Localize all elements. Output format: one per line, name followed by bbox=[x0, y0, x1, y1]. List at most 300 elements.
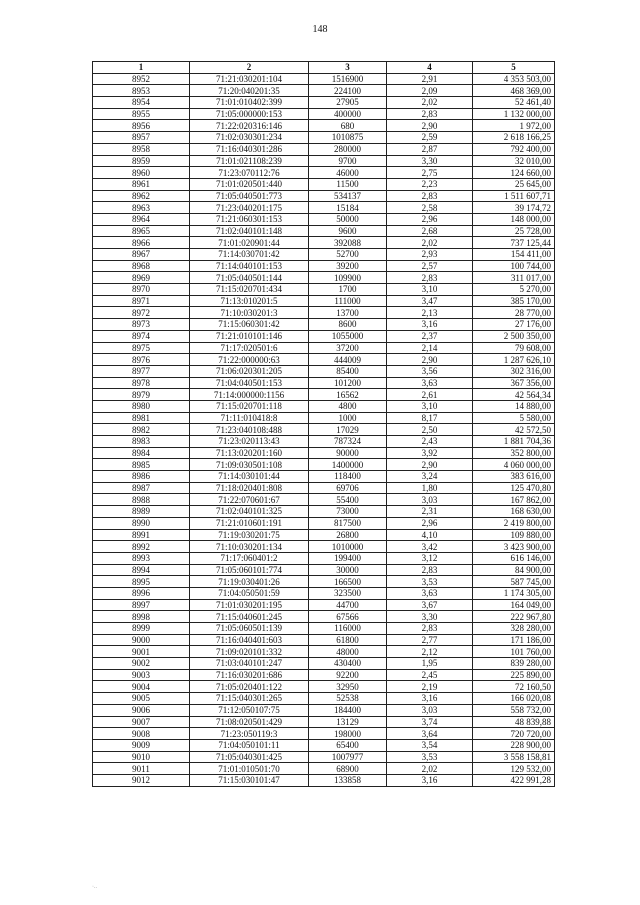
area-value-cell: 8600 bbox=[309, 319, 387, 331]
area-value-cell: 46000 bbox=[309, 167, 387, 179]
rate-value-cell: 2,90 bbox=[387, 459, 473, 471]
area-value-cell: 109900 bbox=[309, 272, 387, 284]
table-row bbox=[93, 517, 555, 529]
cadastral-number-cell: 71:01:030201:195 bbox=[190, 599, 309, 611]
cadastral-number-cell: 71:13:020201:160 bbox=[190, 447, 309, 459]
cost-value-cell: 1 881 704,36 bbox=[473, 436, 555, 448]
cost-value-cell: 1 972,00 bbox=[473, 120, 555, 132]
table-row bbox=[93, 623, 555, 635]
cost-value-cell: 3 423 900,00 bbox=[473, 541, 555, 553]
area-value-cell: 67566 bbox=[309, 611, 387, 623]
row-number-cell: 8965 bbox=[93, 225, 190, 237]
table-row bbox=[93, 447, 555, 459]
cost-value-cell: 168 630,00 bbox=[473, 506, 555, 518]
rate-value-cell: 2,77 bbox=[387, 634, 473, 646]
cost-value-cell: 166 020,08 bbox=[473, 693, 555, 705]
row-number-cell: 8990 bbox=[93, 517, 190, 529]
rate-value-cell: 2,75 bbox=[387, 167, 473, 179]
table-body bbox=[93, 73, 555, 786]
cost-value-cell: 84 900,00 bbox=[473, 564, 555, 576]
row-number-cell: 8968 bbox=[93, 260, 190, 272]
row-number-cell: 8956 bbox=[93, 120, 190, 132]
table-row bbox=[93, 319, 555, 331]
cadastral-number-cell: 71:23:040201:175 bbox=[190, 202, 309, 214]
table-row bbox=[93, 716, 555, 728]
cadastral-number-cell: 71:15:020701:118 bbox=[190, 400, 309, 412]
table-row bbox=[93, 155, 555, 167]
cadastral-number-cell: 71:16:040301:286 bbox=[190, 143, 309, 155]
table-row bbox=[93, 576, 555, 588]
cadastral-number-cell: 71:04:050101:11 bbox=[190, 739, 309, 751]
row-number-cell: 8976 bbox=[93, 354, 190, 366]
table-row bbox=[93, 190, 555, 202]
table-row bbox=[93, 494, 555, 506]
rate-value-cell: 2,58 bbox=[387, 202, 473, 214]
area-value-cell: 65400 bbox=[309, 739, 387, 751]
rate-value-cell: 3,92 bbox=[387, 447, 473, 459]
rate-value-cell: 3,16 bbox=[387, 774, 473, 786]
cost-value-cell: 311 017,00 bbox=[473, 272, 555, 284]
cadastral-number-cell: 71:19:030401:26 bbox=[190, 576, 309, 588]
row-number-cell: 8997 bbox=[93, 599, 190, 611]
table-row bbox=[93, 541, 555, 553]
cost-value-cell: 52 461,40 bbox=[473, 97, 555, 109]
area-value-cell: 32950 bbox=[309, 681, 387, 693]
area-value-cell: 17029 bbox=[309, 424, 387, 436]
rate-value-cell: 3,63 bbox=[387, 377, 473, 389]
area-value-cell: 224100 bbox=[309, 85, 387, 97]
table-row bbox=[93, 237, 555, 249]
area-value-cell: 323500 bbox=[309, 587, 387, 599]
table-row bbox=[93, 471, 555, 483]
cadastral-number-cell: 71:01:010501:70 bbox=[190, 763, 309, 775]
rate-value-cell: 2,90 bbox=[387, 354, 473, 366]
cadastral-number-cell: 71:14:030101:44 bbox=[190, 471, 309, 483]
cost-value-cell: 1 174 305,00 bbox=[473, 587, 555, 599]
cadastral-number-cell: 71:22:020316:146 bbox=[190, 120, 309, 132]
area-value-cell: 184400 bbox=[309, 704, 387, 716]
cost-value-cell: 616 146,00 bbox=[473, 552, 555, 564]
cadastral-number-cell: 71:16:040401:603 bbox=[190, 634, 309, 646]
row-number-cell: 9009 bbox=[93, 739, 190, 751]
area-value-cell: 787324 bbox=[309, 436, 387, 448]
cadastral-number-cell: 71:04:050501:59 bbox=[190, 587, 309, 599]
area-value-cell: 1010875 bbox=[309, 132, 387, 144]
rate-value-cell: 2,43 bbox=[387, 436, 473, 448]
row-number-cell: 8999 bbox=[93, 623, 190, 635]
table-row bbox=[93, 436, 555, 448]
rate-value-cell: 3,24 bbox=[387, 471, 473, 483]
table-row bbox=[93, 108, 555, 120]
cadastral-number-cell: 71:10:030201:134 bbox=[190, 541, 309, 553]
cost-value-cell: 48 839,88 bbox=[473, 716, 555, 728]
area-value-cell: 68900 bbox=[309, 763, 387, 775]
row-number-cell: 8970 bbox=[93, 284, 190, 296]
cadastral-number-cell: 71:02:040101:325 bbox=[190, 506, 309, 518]
row-number-cell: 8962 bbox=[93, 190, 190, 202]
cadastral-number-cell: 71:09:020101:332 bbox=[190, 646, 309, 658]
cadastral-number-cell: 71:05:060501:139 bbox=[190, 623, 309, 635]
cost-value-cell: 27 176,00 bbox=[473, 319, 555, 331]
rate-value-cell: 3,74 bbox=[387, 716, 473, 728]
cost-value-cell: 14 880,00 bbox=[473, 400, 555, 412]
area-value-cell: 69706 bbox=[309, 482, 387, 494]
area-value-cell: 1007977 bbox=[309, 751, 387, 763]
rate-value-cell: 2,37 bbox=[387, 330, 473, 342]
cost-value-cell: 1 511 607,71 bbox=[473, 190, 555, 202]
cost-value-cell: 2 618 166,25 bbox=[473, 132, 555, 144]
area-value-cell: 444009 bbox=[309, 354, 387, 366]
row-number-cell: 8957 bbox=[93, 132, 190, 144]
area-value-cell: 9700 bbox=[309, 155, 387, 167]
rate-value-cell: 2,91 bbox=[387, 73, 473, 85]
cost-value-cell: 5 270,00 bbox=[473, 284, 555, 296]
cost-value-cell: 1 287 626,10 bbox=[473, 354, 555, 366]
cost-value-cell: 2 419 800,00 bbox=[473, 517, 555, 529]
rate-value-cell: 3,67 bbox=[387, 599, 473, 611]
rate-value-cell: 2,12 bbox=[387, 646, 473, 658]
cost-value-cell: 25 728,00 bbox=[473, 225, 555, 237]
area-value-cell: 50000 bbox=[309, 213, 387, 225]
cost-value-cell: 154 411,00 bbox=[473, 249, 555, 261]
rate-value-cell: 2,83 bbox=[387, 564, 473, 576]
table-row bbox=[93, 412, 555, 424]
cadastral-number-cell: 71:01:010402:399 bbox=[190, 97, 309, 109]
row-number-cell: 8973 bbox=[93, 319, 190, 331]
row-number-cell: 8984 bbox=[93, 447, 190, 459]
table-row bbox=[93, 751, 555, 763]
cost-value-cell: 5 580,00 bbox=[473, 412, 555, 424]
row-number-cell: 8971 bbox=[93, 295, 190, 307]
cadastral-number-cell: 71:02:040101:148 bbox=[190, 225, 309, 237]
row-number-cell: 8961 bbox=[93, 178, 190, 190]
cost-value-cell: 2 500 350,00 bbox=[473, 330, 555, 342]
rate-value-cell: 2,59 bbox=[387, 132, 473, 144]
row-number-cell: 8955 bbox=[93, 108, 190, 120]
cadastral-number-cell: 71:18:020401:808 bbox=[190, 482, 309, 494]
table-row bbox=[93, 529, 555, 541]
row-number-cell: 8974 bbox=[93, 330, 190, 342]
area-value-cell: 13129 bbox=[309, 716, 387, 728]
cadastral-number-cell: 71:13:010201:5 bbox=[190, 295, 309, 307]
rate-value-cell: 2,14 bbox=[387, 342, 473, 354]
table-row bbox=[93, 681, 555, 693]
table-row bbox=[93, 693, 555, 705]
cost-value-cell: 1 132 000,00 bbox=[473, 108, 555, 120]
row-number-cell: 9003 bbox=[93, 669, 190, 681]
rate-value-cell: 2,19 bbox=[387, 681, 473, 693]
table-row bbox=[93, 85, 555, 97]
rate-value-cell: 2,61 bbox=[387, 389, 473, 401]
rate-value-cell: 2,93 bbox=[387, 249, 473, 261]
header-col-2: 2 bbox=[190, 62, 309, 74]
row-number-cell: 8954 bbox=[93, 97, 190, 109]
cost-value-cell: 422 991,28 bbox=[473, 774, 555, 786]
table-row bbox=[93, 704, 555, 716]
cadastral-number-cell: 71:01:021108:239 bbox=[190, 155, 309, 167]
cadastral-number-cell: 71:15:030101:47 bbox=[190, 774, 309, 786]
cost-value-cell: 385 170,00 bbox=[473, 295, 555, 307]
cost-value-cell: 28 770,00 bbox=[473, 307, 555, 319]
cadastral-number-cell: 71:15:040301:265 bbox=[190, 693, 309, 705]
cadastral-number-cell: 71:14:030701:42 bbox=[190, 249, 309, 261]
area-value-cell: 37200 bbox=[309, 342, 387, 354]
cadastral-number-cell: 71:03:040101:247 bbox=[190, 658, 309, 670]
area-value-cell: 1055000 bbox=[309, 330, 387, 342]
cost-value-cell: 468 369,00 bbox=[473, 85, 555, 97]
rate-value-cell: 3,16 bbox=[387, 319, 473, 331]
row-number-cell: 8978 bbox=[93, 377, 190, 389]
table-row bbox=[93, 634, 555, 646]
row-number-cell: 8987 bbox=[93, 482, 190, 494]
table-row bbox=[93, 120, 555, 132]
cadastral-number-cell: 71:22:000000:63 bbox=[190, 354, 309, 366]
cadastral-number-cell: 71:15:040601:245 bbox=[190, 611, 309, 623]
page-mark: ·.. bbox=[92, 884, 97, 890]
row-number-cell: 9004 bbox=[93, 681, 190, 693]
table-row bbox=[93, 599, 555, 611]
cadastral-number-cell: 71:14:040101:153 bbox=[190, 260, 309, 272]
cost-value-cell: 32 010,00 bbox=[473, 155, 555, 167]
header-col-5: 5 bbox=[473, 62, 555, 74]
table-row bbox=[93, 284, 555, 296]
cadastral-number-cell: 71:05:000000:153 bbox=[190, 108, 309, 120]
area-value-cell: 400000 bbox=[309, 108, 387, 120]
area-value-cell: 680 bbox=[309, 120, 387, 132]
cadastral-number-cell: 71:15:060301:42 bbox=[190, 319, 309, 331]
cost-value-cell: 171 186,00 bbox=[473, 634, 555, 646]
row-number-cell: 8953 bbox=[93, 85, 190, 97]
row-number-cell: 8996 bbox=[93, 587, 190, 599]
rate-value-cell: 2,09 bbox=[387, 85, 473, 97]
rate-value-cell: 1,80 bbox=[387, 482, 473, 494]
header-col-4: 4 bbox=[387, 62, 473, 74]
rate-value-cell: 2,02 bbox=[387, 763, 473, 775]
table-row bbox=[93, 564, 555, 576]
rate-value-cell: 3,30 bbox=[387, 155, 473, 167]
area-value-cell: 280000 bbox=[309, 143, 387, 155]
cadastral-number-cell: 71:02:030301:234 bbox=[190, 132, 309, 144]
table-row bbox=[93, 739, 555, 751]
row-number-cell: 9006 bbox=[93, 704, 190, 716]
rate-value-cell: 8,17 bbox=[387, 412, 473, 424]
table-row bbox=[93, 97, 555, 109]
area-value-cell: 92200 bbox=[309, 669, 387, 681]
rate-value-cell: 2,02 bbox=[387, 97, 473, 109]
rate-value-cell: 3,54 bbox=[387, 739, 473, 751]
area-value-cell: 30000 bbox=[309, 564, 387, 576]
row-number-cell: 8995 bbox=[93, 576, 190, 588]
rate-value-cell: 3,53 bbox=[387, 576, 473, 588]
table-row bbox=[93, 611, 555, 623]
row-number-cell: 8988 bbox=[93, 494, 190, 506]
cost-value-cell: 587 745,00 bbox=[473, 576, 555, 588]
cost-value-cell: 222 967,80 bbox=[473, 611, 555, 623]
row-number-cell: 8994 bbox=[93, 564, 190, 576]
cost-value-cell: 39 174,72 bbox=[473, 202, 555, 214]
cadastral-number-cell: 71:22:070601:67 bbox=[190, 494, 309, 506]
cadastral-number-cell: 71:23:070112:76 bbox=[190, 167, 309, 179]
area-value-cell: 392088 bbox=[309, 237, 387, 249]
row-number-cell: 9012 bbox=[93, 774, 190, 786]
row-number-cell: 9011 bbox=[93, 763, 190, 775]
row-number-cell: 8972 bbox=[93, 307, 190, 319]
area-value-cell: 1516900 bbox=[309, 73, 387, 85]
cadastral-number-cell: 71:12:050107:75 bbox=[190, 704, 309, 716]
cadastral-number-cell: 71:15:020701:434 bbox=[190, 284, 309, 296]
rate-value-cell: 2,83 bbox=[387, 623, 473, 635]
row-number-cell: 8977 bbox=[93, 365, 190, 377]
row-number-cell: 9010 bbox=[93, 751, 190, 763]
table-row bbox=[93, 552, 555, 564]
area-value-cell: 1400000 bbox=[309, 459, 387, 471]
cadastral-number-cell: 71:04:040501:153 bbox=[190, 377, 309, 389]
cost-value-cell: 109 880,00 bbox=[473, 529, 555, 541]
cost-value-cell: 792 400,00 bbox=[473, 143, 555, 155]
area-value-cell: 13700 bbox=[309, 307, 387, 319]
row-number-cell: 8963 bbox=[93, 202, 190, 214]
cost-value-cell: 367 356,00 bbox=[473, 377, 555, 389]
rate-value-cell: 2,96 bbox=[387, 213, 473, 225]
table-row bbox=[93, 342, 555, 354]
area-value-cell: 133858 bbox=[309, 774, 387, 786]
row-number-cell: 8959 bbox=[93, 155, 190, 167]
table-row bbox=[93, 73, 555, 85]
row-number-cell: 9000 bbox=[93, 634, 190, 646]
rate-value-cell: 2,50 bbox=[387, 424, 473, 436]
cost-value-cell: 225 890,00 bbox=[473, 669, 555, 681]
rate-value-cell: 2,83 bbox=[387, 272, 473, 284]
rate-value-cell: 3,64 bbox=[387, 728, 473, 740]
cost-value-cell: 42 564,34 bbox=[473, 389, 555, 401]
cadastral-number-cell: 71:17:020501:6 bbox=[190, 342, 309, 354]
rate-value-cell: 3,12 bbox=[387, 552, 473, 564]
table-row bbox=[93, 143, 555, 155]
rate-value-cell: 2,57 bbox=[387, 260, 473, 272]
area-value-cell: 26800 bbox=[309, 529, 387, 541]
row-number-cell: 8980 bbox=[93, 400, 190, 412]
cost-value-cell: 328 280,00 bbox=[473, 623, 555, 635]
area-value-cell: 90000 bbox=[309, 447, 387, 459]
data-table bbox=[92, 61, 555, 787]
cost-value-cell: 164 049,00 bbox=[473, 599, 555, 611]
row-number-cell: 8969 bbox=[93, 272, 190, 284]
row-number-cell: 8981 bbox=[93, 412, 190, 424]
area-value-cell: 52700 bbox=[309, 249, 387, 261]
table-row bbox=[93, 307, 555, 319]
area-value-cell: 44700 bbox=[309, 599, 387, 611]
rate-value-cell: 3,53 bbox=[387, 751, 473, 763]
cadastral-number-cell: 71:21:030201:104 bbox=[190, 73, 309, 85]
cadastral-number-cell: 71:19:030201:75 bbox=[190, 529, 309, 541]
table-row bbox=[93, 365, 555, 377]
table-row bbox=[93, 330, 555, 342]
area-value-cell: 1700 bbox=[309, 284, 387, 296]
rate-value-cell: 2,45 bbox=[387, 669, 473, 681]
area-value-cell: 39200 bbox=[309, 260, 387, 272]
cost-value-cell: 4 060 000,00 bbox=[473, 459, 555, 471]
cost-value-cell: 101 760,00 bbox=[473, 646, 555, 658]
area-value-cell: 11500 bbox=[309, 178, 387, 190]
cost-value-cell: 148 000,00 bbox=[473, 213, 555, 225]
table-row bbox=[93, 763, 555, 775]
table-row bbox=[93, 669, 555, 681]
rate-value-cell: 2,90 bbox=[387, 120, 473, 132]
area-value-cell: 534137 bbox=[309, 190, 387, 202]
cost-value-cell: 79 608,00 bbox=[473, 342, 555, 354]
table-row bbox=[93, 132, 555, 144]
cost-value-cell: 72 160,50 bbox=[473, 681, 555, 693]
area-value-cell: 199400 bbox=[309, 552, 387, 564]
table-row bbox=[93, 658, 555, 670]
cadastral-number-cell: 71:11:010418:8 bbox=[190, 412, 309, 424]
area-value-cell: 817500 bbox=[309, 517, 387, 529]
cost-value-cell: 42 572,50 bbox=[473, 424, 555, 436]
rate-value-cell: 2,02 bbox=[387, 237, 473, 249]
rate-value-cell: 2,83 bbox=[387, 190, 473, 202]
rate-value-cell: 3,03 bbox=[387, 704, 473, 716]
cadastral-number-cell: 71:21:060301:153 bbox=[190, 213, 309, 225]
cost-value-cell: 839 280,00 bbox=[473, 658, 555, 670]
rate-value-cell: 2,23 bbox=[387, 178, 473, 190]
cost-value-cell: 167 862,00 bbox=[473, 494, 555, 506]
cadastral-number-cell: 71:23:040108:488 bbox=[190, 424, 309, 436]
area-value-cell: 73000 bbox=[309, 506, 387, 518]
table-row bbox=[93, 213, 555, 225]
rate-value-cell: 2,96 bbox=[387, 517, 473, 529]
area-value-cell: 61800 bbox=[309, 634, 387, 646]
cadastral-number-cell: 71:01:020901:44 bbox=[190, 237, 309, 249]
area-value-cell: 48000 bbox=[309, 646, 387, 658]
area-value-cell: 430400 bbox=[309, 658, 387, 670]
cost-value-cell: 558 732,00 bbox=[473, 704, 555, 716]
row-number-cell: 8992 bbox=[93, 541, 190, 553]
row-number-cell: 8979 bbox=[93, 389, 190, 401]
rate-value-cell: 2,31 bbox=[387, 506, 473, 518]
table-header bbox=[93, 62, 555, 74]
area-value-cell: 4800 bbox=[309, 400, 387, 412]
row-number-cell: 8983 bbox=[93, 436, 190, 448]
rate-value-cell: 3,10 bbox=[387, 400, 473, 412]
table-row bbox=[93, 272, 555, 284]
cost-value-cell: 228 900,00 bbox=[473, 739, 555, 751]
cadastral-number-cell: 71:23:050119:3 bbox=[190, 728, 309, 740]
cadastral-number-cell: 71:16:030201:686 bbox=[190, 669, 309, 681]
row-number-cell: 9005 bbox=[93, 693, 190, 705]
cost-value-cell: 25 645,00 bbox=[473, 178, 555, 190]
cadastral-number-cell: 71:05:040501:773 bbox=[190, 190, 309, 202]
area-value-cell: 198000 bbox=[309, 728, 387, 740]
table-row bbox=[93, 459, 555, 471]
rate-value-cell: 3,63 bbox=[387, 587, 473, 599]
cadastral-number-cell: 71:05:060101:774 bbox=[190, 564, 309, 576]
table-row bbox=[93, 202, 555, 214]
area-value-cell: 85400 bbox=[309, 365, 387, 377]
table-row bbox=[93, 646, 555, 658]
area-value-cell: 118400 bbox=[309, 471, 387, 483]
cadastral-number-cell: 71:10:030201:3 bbox=[190, 307, 309, 319]
row-number-cell: 8958 bbox=[93, 143, 190, 155]
header-col-3: 3 bbox=[309, 62, 387, 74]
cost-value-cell: 720 720,00 bbox=[473, 728, 555, 740]
rate-value-cell: 3,47 bbox=[387, 295, 473, 307]
area-value-cell: 52538 bbox=[309, 693, 387, 705]
area-value-cell: 116000 bbox=[309, 623, 387, 635]
area-value-cell: 111000 bbox=[309, 295, 387, 307]
cadastral-number-cell: 71:05:040301:425 bbox=[190, 751, 309, 763]
cost-value-cell: 124 660,00 bbox=[473, 167, 555, 179]
cost-value-cell: 737 125,44 bbox=[473, 237, 555, 249]
